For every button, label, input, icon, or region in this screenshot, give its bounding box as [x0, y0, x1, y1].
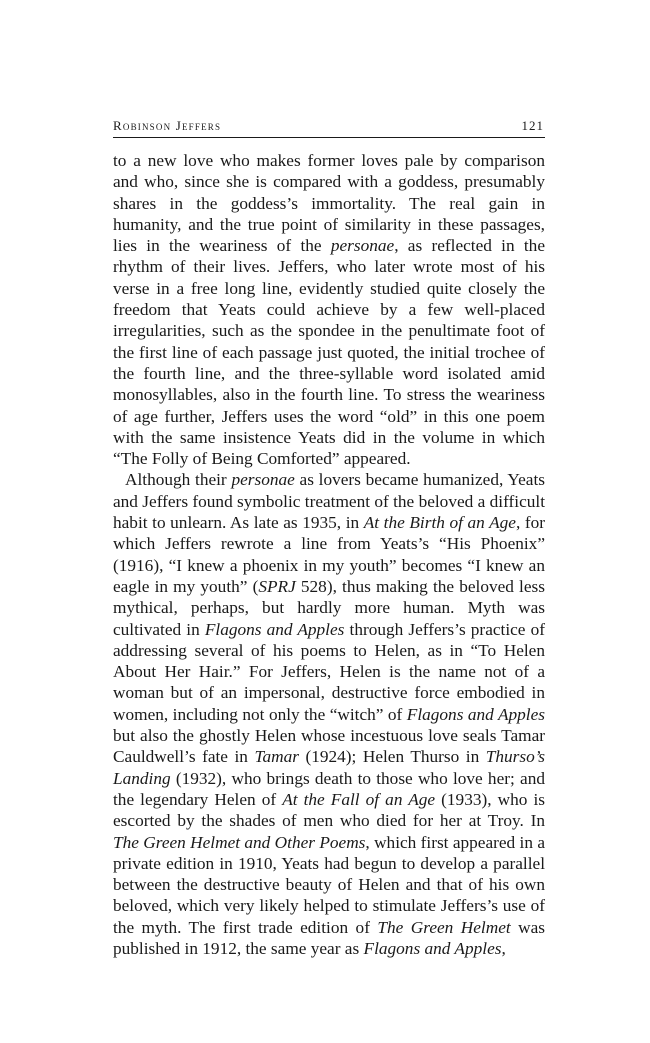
page-number: 121: [521, 118, 544, 133]
paragraph-2: [113, 469, 545, 959]
body-text: [113, 150, 545, 959]
text-run: (1933), who is escorted by the shades of men who died for her at Troy. In: [113, 789, 545, 831]
italic-run: personae: [231, 470, 295, 490]
text-run: as lovers became humanized, Yeats and Jeffers found symbolic treatment of the beloved a difficult habit to unlearn. As late as 1935, in: [113, 470, 545, 533]
running-head: [113, 117, 545, 138]
text-run: 528), thus making the beloved less mythical, perhaps, but hardly more human. Myth was cultivated in: [113, 576, 545, 639]
italic-run: Flagons and Apples: [204, 619, 345, 639]
text-run: Although their: [125, 470, 232, 490]
text-run: , which first appeared in a private edition in 1910, Yeats had begun to develop a parallel between the destructive beauty of Helen and that of his own beloved, which very likely helped to stimulate Jeffers’s use of the myth. The first trade edition of: [113, 832, 545, 937]
italic-run: At the Fall of an Age: [282, 789, 436, 809]
text-run: (1924); Helen Thurso in: [298, 747, 486, 767]
text-run: (1932), who brings death to those who love her; and the legendary Helen of: [113, 768, 545, 809]
italic-run: The Green Helmet: [377, 917, 511, 937]
text-run: , as reflected in the rhythm of their lives. Jeffers, who later wrote most of his verse in a free long line, evidently studied quite closely the freedom that Yeats could achieve by a few well-placed irregularities, such as the spondee in the penultimate foot of the first line of each passage just quoted, the initial trochee of the fourth line, and the three-syllable word isolated amid monosyllables, also in the fourth line. To stress the weariness of age further, Jeffers uses the word “old” in this one poem with the same insistence Yeats did in the volume in which “The Folly of Being Comforted” appeared.: [113, 236, 545, 469]
text-run: through Jeffers’s practice of addressing several of his poems to Helen, as in “To Helen About Her Hair.” For Jeffers, Helen is the name not of a woman but of an impersonal, destructive force embodied in women, including not only the “witch” of: [113, 619, 545, 724]
text-run: was published in 1912, the same year as: [113, 917, 545, 958]
italic-run: The Green Helmet and Other Poems: [113, 832, 366, 852]
running-head-author: Robinson Jeffers: [113, 118, 222, 133]
paragraph-1: [113, 150, 545, 469]
italic-run: Thurso’s Landing: [113, 747, 545, 788]
text-run: , for which Jeffers rewrote a line from Yeats’s “His Phoenix” (1916), “I knew a phoenix in my youth” becomes “I knew an eagle in my youth” (: [113, 513, 545, 596]
italic-run: Tamar: [254, 747, 299, 767]
text-run: ,: [501, 938, 506, 958]
book-page: [113, 117, 545, 959]
italic-run: Flagons and Apples: [363, 938, 502, 958]
text-run: but also the ghostly Helen whose incestuous love seals Tamar Cauldwell’s fate in: [113, 726, 545, 767]
italic-run: personae: [330, 236, 395, 256]
text-run: to a new love who makes former loves pale by comparison and who, since she is compared with a goddess, presumably shares in the goddess’s immortality. The real gain in humanity, and the true point of similarity in these passages, lies in the weariness of the: [113, 151, 545, 256]
italic-run: Flagons and Apples: [406, 704, 545, 724]
italic-run: At the Birth of an Age: [363, 513, 516, 533]
italic-run: SPRJ: [258, 576, 296, 596]
